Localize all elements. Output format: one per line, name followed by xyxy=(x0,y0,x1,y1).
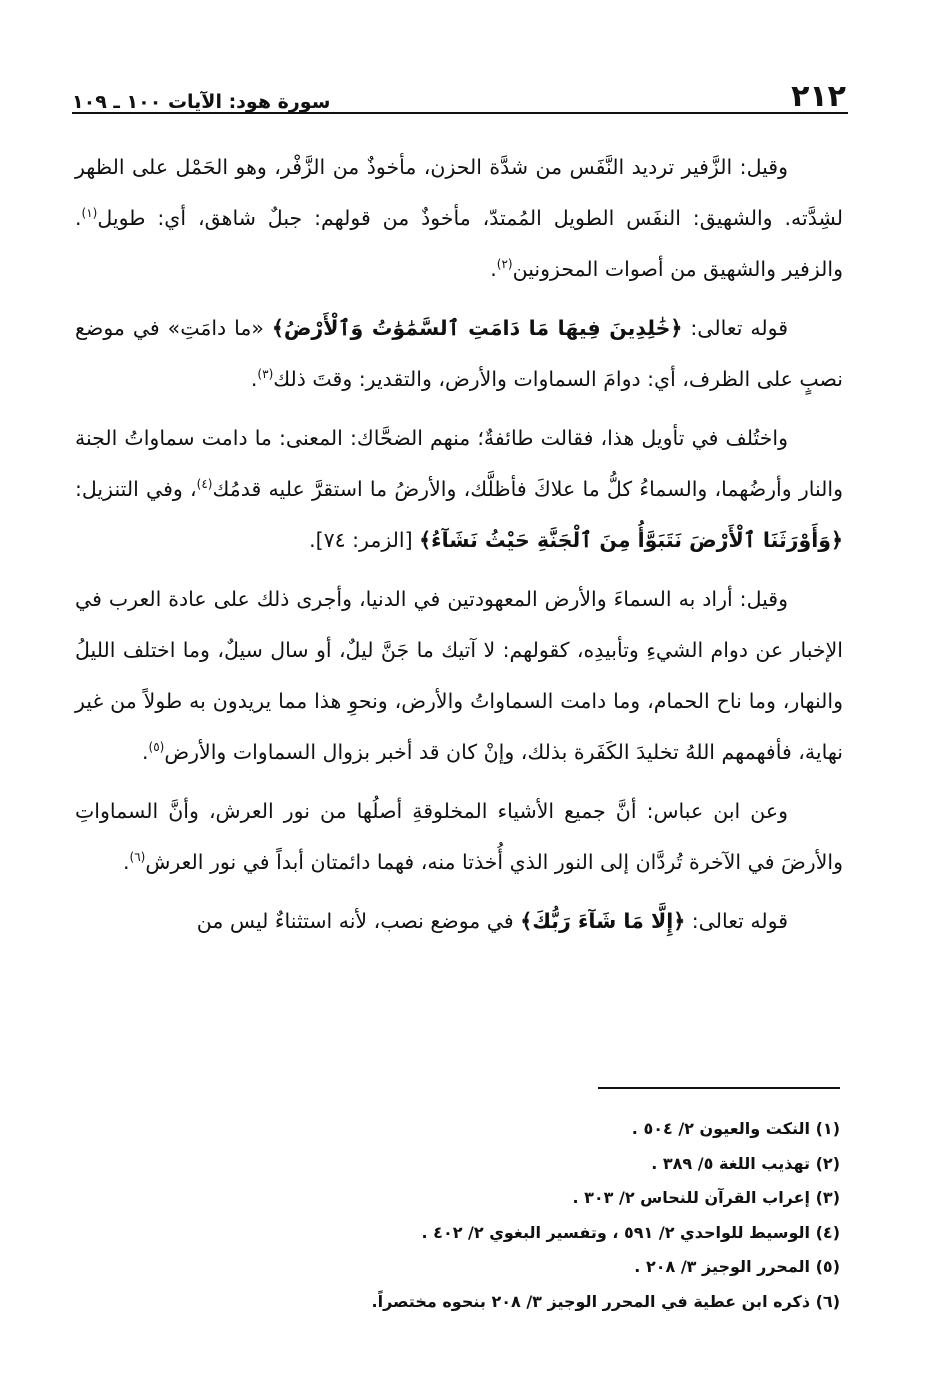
footnote-item: (١) النكت والعيون ٢/ ٥٠٤ . xyxy=(631,1119,840,1138)
footnote-ref: (٦) xyxy=(129,850,146,865)
footnote-ref: (٢) xyxy=(496,257,513,272)
footnote-separator xyxy=(598,1087,840,1089)
paragraph-zafir: وقيل: الزَّفير ترديد النَّفَس من شدَّة الحزن، مأخوذٌ من الزَّفْر، وهو الحَمْل على الظهر لشِدَّته. والشهيق: النفَس الطويل المُمتدّ، مأخوذٌ من قولهم: جبلٌ شاهق، أي: طويل$^{(١)}$. والزفير والشهيق من أصوات المحزونين$^{(٢)}$. xyxy=(75,155,843,281)
footnote-ref: (٥) xyxy=(148,740,165,755)
paragraph-qila: وقيل: أراد به السماءَ والأرض المعهودتين في الدنيا، وأجرى ذلك على عادة العرب في الإخبار عن دوام الشيءِ وتأبيدِه، كقولهم: لا آتيك ما جَنَّ ليلٌ، أو سال سيلٌ، وما اختلف الليلُ والنهار، وما ناح الحمام، وما دامت السماواتُ والأرض، ونحوِ هذا مما يريدون به طولاً من غير نهاية، فأفهمهم اللهُ تخليدَ الكَفَرة بذلك، وإنْ كان قد أخبر بزوال السماوات والأرض$^{(٥)}$. xyxy=(75,587,843,764)
footnote-ref: (٤) xyxy=(196,477,213,492)
page-number: ٢١٢ xyxy=(791,79,846,114)
footnote-ref: (٣) xyxy=(257,367,274,382)
footnote-item: (٤) الوسيط للواحدي ٢/ ٥٩١ ، وتفسير البغوي ٢/ ٤٠٢ . xyxy=(421,1222,840,1242)
footnote-item: (٢) تهذيب اللغة ٥/ ٣٨٩ . xyxy=(651,1153,840,1173)
page-header xyxy=(72,68,846,112)
header-rule xyxy=(72,112,848,114)
quran-verse: ﴿خَٰلِدِينَ فِيهَا مَا دَامَتِ ٱلسَّمَٰوَٰتُ وَٱلْأَرْضُ﴾ xyxy=(271,316,683,340)
paragraph-ikhtilaf: واختُلف في تأويل هذا، فقالت طائفةٌ؛ منهم الضحَّاك: المعنى: ما دامت سماواتُ الجنة والنار وأرضُهما، والسماءُ كلُّ ما علاكَ فأظلَّك، والأرضُ ما استقرَّ عليه قدمُك$^{(٤)}$، وفي التنزيل: ﴿وَأَوْرَثَنَا ٱلْأَرْضَ نَتَبَوَّأُ مِنَ ٱلْجَنَّةِ حَيْثُ نَشَآءُ﴾ [الزمر: ٧٤]. xyxy=(75,426,843,552)
footnote-item: (٣) إعراب القرآن للنحاس ٢/ ٣٠٣ . xyxy=(572,1188,840,1207)
quran-verse: ﴿إِلَّا مَا شَآءَ رَبُّكَ﴾ xyxy=(520,909,686,933)
footnotes-list xyxy=(300,1112,840,1319)
quran-verse: ﴿وَأَوْرَثَنَا ٱلْأَرْضَ نَتَبَوَّأُ مِنَ ٱلْجَنَّةِ حَيْثُ نَشَآءُ﴾ xyxy=(419,528,843,552)
footnote-ref: (١) xyxy=(81,206,98,221)
footnote-item: (٥) المحرر الوجيز ٣/ ٢٠٨ . xyxy=(634,1257,840,1276)
paragraph-khalidin: قوله تعالى: ﴿خَٰلِدِينَ فِيهَا مَا دَامَتِ ٱلسَّمَٰوَٰتُ وَٱلْأَرْضُ﴾ «ما دامَتِ» في موضع نصبٍ على الظرف، أي: دوامَ السماوات والأرض، والتقدير: وقتَ ذلك$^{(٣)}$. xyxy=(75,316,843,391)
running-title: سورة هود: الآيات ١٠٠ ـ ١٠٩ xyxy=(72,91,331,113)
paragraph-ibn-abbas: وعن ابن عباس: أنَّ جميع الأشياء المخلوقةِ أصلُها من نور العرش، وأنَّ السماواتِ والأرضَ في الآخرة تُردَّان إلى النور الذي أُخذتا منه، فهما دائمتان أبداً في نور العرش$^{(٦)}$. xyxy=(75,799,843,874)
paragraph-illa: قوله تعالى: ﴿إِلَّا مَا شَآءَ رَبُّكَ﴾ في موضع نصب، لأنه استثناءٌ ليس من xyxy=(196,909,788,933)
main-text xyxy=(75,142,843,955)
footnote-item: (٦) ذكره ابن عطية في المحرر الوجيز ٣/ ٢٠٨ بنحوه مختصراً. xyxy=(371,1291,840,1311)
surah-citation: [الزمر: ٧٤]. xyxy=(309,528,420,552)
